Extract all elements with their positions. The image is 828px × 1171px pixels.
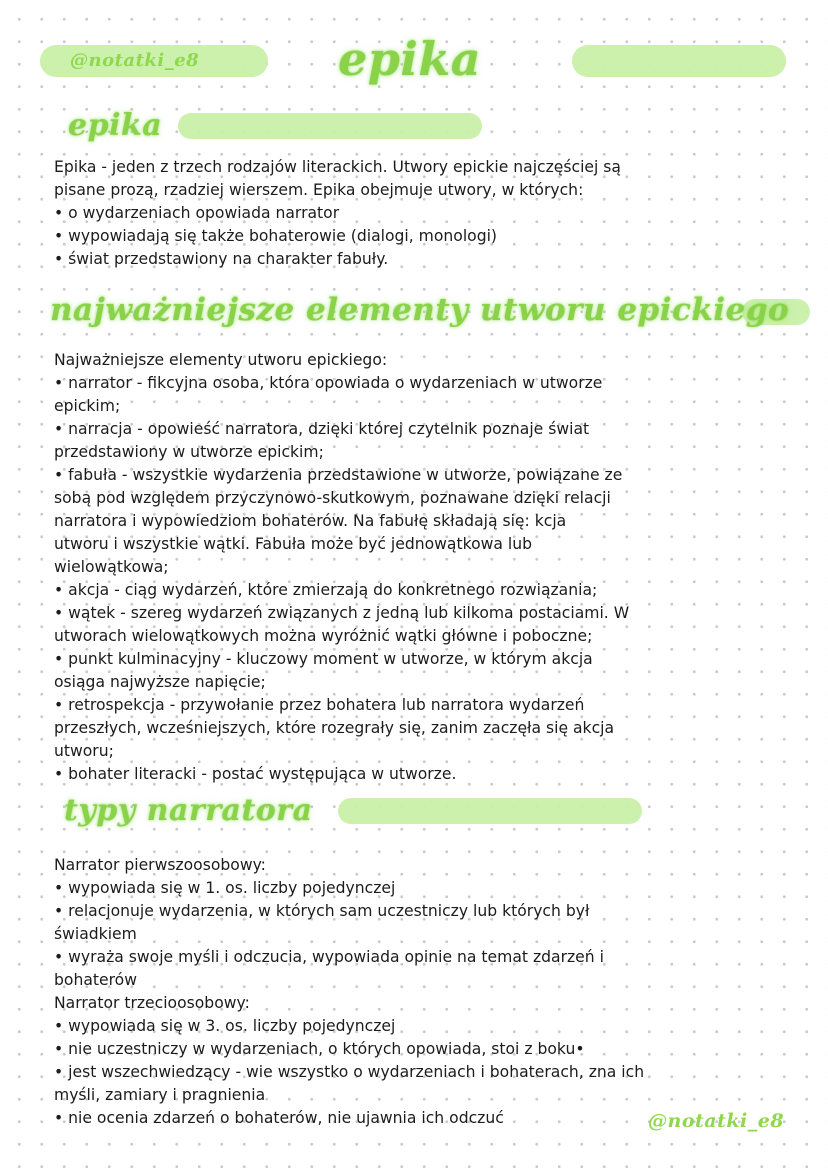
text-line: • wyraża swoje myśli i odczucia, wypowiada opinie na temat zdarzeń i (54, 948, 604, 966)
text-line: • narracja - opowieść narratora, dzięki której czytelnik poznaje świat (54, 420, 590, 438)
text-line: utworu; (54, 742, 114, 760)
section-heading-elements: najważniejsze elementy utworu epickiego (50, 292, 790, 328)
section-heading-narrator-types: typy narratora (64, 793, 313, 828)
text-line: • wypowiada się w 1. os. liczby pojedynczej (54, 879, 396, 897)
text-line: • akcja - ciąg wydarzeń, które zmierzają do konkretnego rozwiązania; (54, 581, 598, 599)
text-line: Epika - jeden z trzech rodzajów literackich. Utwory epickie najczęściej są (54, 158, 621, 176)
text-line: epickim; (54, 397, 121, 415)
section-narrator-body (54, 854, 724, 1130)
text-line: • świat przedstawiony na charakter fabuły. (54, 250, 389, 268)
text-line: świadkiem (54, 925, 137, 943)
text-line: sobą pod względem przyczynowo-skutkowym, poznawane dzięki relacji (54, 489, 611, 507)
text-line: • narrator - fikcyjna osoba, która opowiada o wydarzeniach w utworze (54, 374, 603, 392)
section-heading-epika: epika (68, 108, 163, 143)
text-line: • wypowiadają się także bohaterowie (dialogi, monologi) (54, 227, 498, 245)
text-line: bohaterów (54, 971, 137, 989)
text-line: • fabuła - wszystkie wydarzenia przedstawione w utworze, powiązane ze (54, 466, 623, 484)
text-line: • o wydarzeniach opowiada narrator (54, 204, 340, 222)
text-line: Narrator trzecioosobowy: (54, 994, 250, 1012)
section-epika-body (54, 156, 724, 271)
text-line: • bohater literacki - postać występująca w utworze. (54, 765, 457, 783)
text-line: Narrator pierwszoosobowy: (54, 856, 266, 874)
page-title: epika (338, 32, 482, 86)
text-line: • jest wszechwiedzący - wie wszystko o wydarzeniach i bohaterach, zna ich (54, 1063, 645, 1081)
text-line: Najważniejsze elementy utworu epickiego: (54, 351, 388, 369)
highlight-bar-narrator (338, 798, 642, 824)
author-handle-top: @notatki_e8 (70, 50, 200, 71)
text-line: • nie uczestniczy w wydarzeniach, o których opowiada, stoi z boku• (54, 1040, 585, 1058)
text-line: • wypowiada się w 3. os. liczby pojedynczej (54, 1017, 396, 1035)
highlight-bar-epika (178, 113, 482, 139)
text-line: • wątek - szereg wydarzeń związanych z jedną lub kilkoma postaciami. W (54, 604, 630, 622)
text-line: • relacjonuje wydarzenia, w których sam uczestniczy lub których był (54, 902, 590, 920)
text-line: • punkt kulminacyjny - kluczowy moment w utworze, w którym akcja (54, 650, 593, 668)
text-line: narratora i wypowiedziom bohaterów. Na fabułę składają się: kcja (54, 512, 567, 530)
highlight-bar-top-right (572, 45, 786, 77)
text-line: przedstawiony w utworze epickim; (54, 443, 324, 461)
text-line: wielowątkowa; (54, 558, 169, 576)
text-line: utworach wielowątkowych można wyróżnić wątki główne i poboczne; (54, 627, 593, 645)
text-line: utworu i wszystkie wątki. Fabuła może być jednowątkowa lub (54, 535, 532, 553)
author-handle-bottom: @notatki_e8 (648, 1110, 785, 1132)
text-line: • nie ocenia zdarzeń o bohaterów, nie ujawnia ich odczuć (54, 1109, 504, 1127)
text-line: przeszłych, wcześniejszych, które rozegrały się, zanim zaczęła się akcja (54, 719, 615, 737)
text-line: osiąga najwyższe napięcie; (54, 673, 266, 691)
text-line: myśli, zamiary i pragnienia (54, 1086, 266, 1104)
text-line: pisane prozą, rzadziej wierszem. Epika obejmuje utwory, w których: (54, 181, 584, 199)
text-line: • retrospekcja - przywołanie przez bohatera lub narratora wydarzeń (54, 696, 585, 714)
section-elements-body (54, 349, 724, 786)
